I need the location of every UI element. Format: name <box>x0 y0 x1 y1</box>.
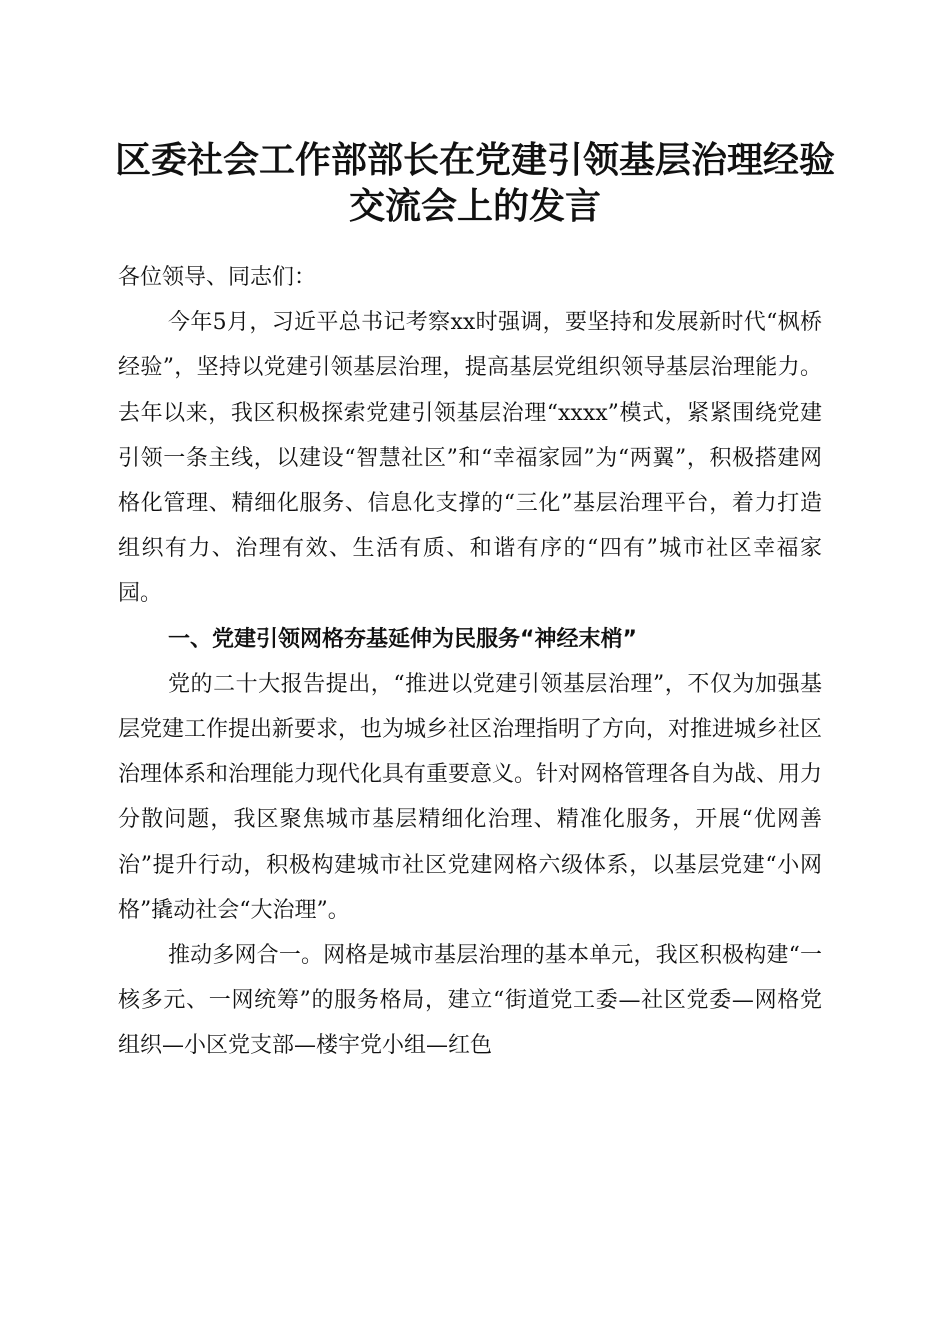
paragraph-intro: 今年5月，习近平总书记考察xx时强调，要坚持和发展新时代“枫桥经验”，坚持以党建引领基层治理，提高基层党组织领导基层治理能力。去年以来，我区积极探索党建引领基层治理“xxxx”模式，紧紧围绕党建引领一条主线，以建设“智慧社区”和“幸福家园”为“两翼”，积极搭建网格化管理、精细化服务、信息化支撑的“三化”基层治理平台，着力打造组织有力、治理有效、生活有质、和谐有序的“四有”城市社区幸福家园。 <box>118 310 822 607</box>
document-body <box>118 255 822 1069</box>
salutation: 各位领导、同志们： <box>118 265 317 290</box>
paragraph-multi-network: 推动多网合一。网格是城市基层治理的基本单元，我区积极构建“一核多元、一网统筹”的服务格局，建立“街道党工委—社区党委—网格党组织—小区党支部—楼宇党小组—红色 <box>118 943 822 1059</box>
document-title-line-2: 交流会上的发言 <box>348 185 601 227</box>
section-heading-1: 一、党建引领网格夯基延伸为民服务“神经末梢” <box>168 626 637 652</box>
document-title-line-1: 区委社会工作部部长在党建引领基层治理经验 <box>114 139 835 181</box>
paragraph-section-1: 党的二十大报告提出，“推进以党建引领基层治理”，不仅为加强基层党建工作提出新要求，也为城乡社区治理指明了方向，对推进城乡社区治理体系和治理能力现代化具有重要意义。针对网格管理各自为战、用力分散问题，我区聚焦城市基层精细化治理、精准化服务，开展“优网善治”提升行动，积极构建城市社区党建网格六级体系，以基层党建“小网格”撬动社会“大治理”。 <box>118 671 823 923</box>
